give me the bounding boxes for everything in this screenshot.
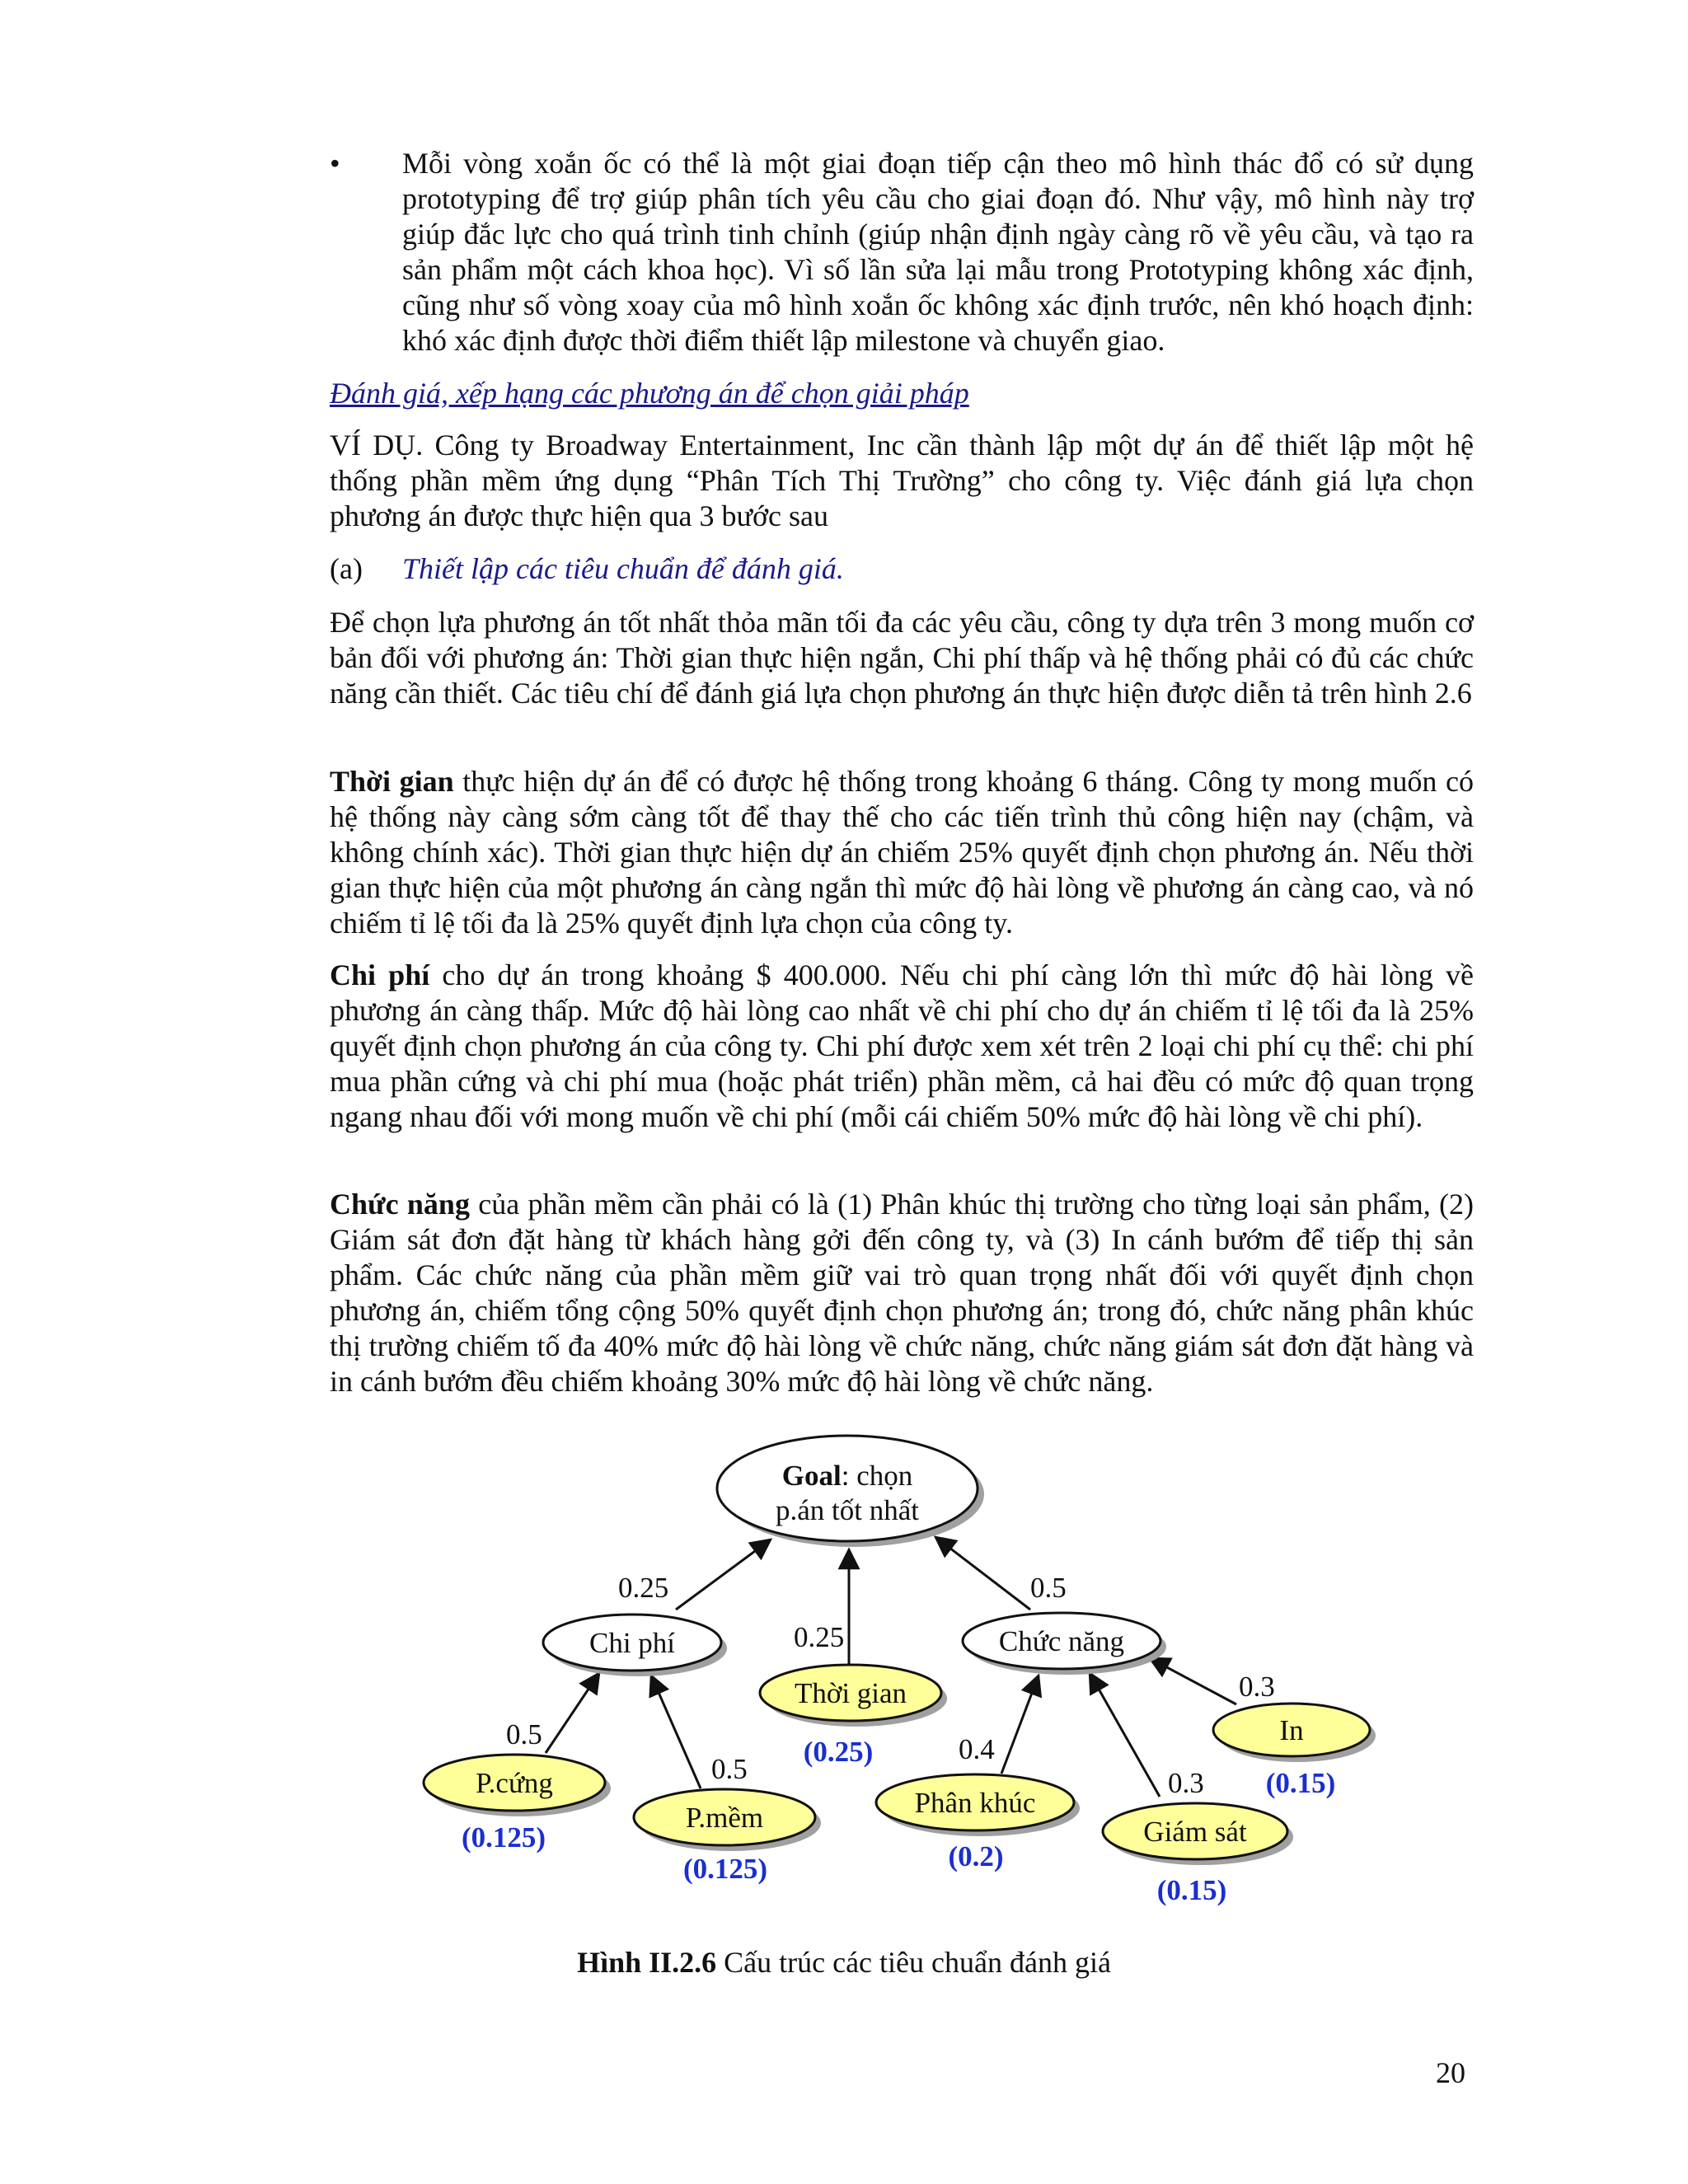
step-a-text: Thiết lập các tiêu chuẩn để đánh giá.	[402, 552, 844, 585]
cost-body: cho dự án trong khoảng $ 400.000. Nếu chi phí càng lớn thì mức độ hài lòng về phương án càng thấp. Mức độ hài lòng cao nhất về chi phí cho dự án chiếm tỉ lệ tối đa là 25% quyết định chọn phương án của công ty. Chi phí được xem xét trên 2 loại chi phí cụ thể: chi phí mua phần cứng và chi phí mua (hoặc phát triển) phần mềm, cả hai đều có mức độ quan trọng ngang nhau đối với mong muốn về chi phí (mỗi cái chiếm 50% mức độ hài lòng về chi phí).	[330, 958, 1474, 1133]
bullet-icon: •	[330, 147, 340, 180]
node-chi-phi	[543, 1615, 727, 1676]
weight-chi-phi: 0.25	[618, 1572, 669, 1604]
node-giam-sat-label: Giám sát	[1143, 1816, 1247, 1848]
node-chuc-nang	[963, 1613, 1166, 1675]
time-body: thực hiện dự án để có được hệ thống trong khoảng 6 tháng. Công ty mong muốn có hệ thống này càng sớm càng tốt để thay thế cho các tiến trình thủ công hiện nay (chậm, và không chính xác). Thời gian thực hiện dự án chiếm 25% quyết định chọn phương án. Nếu thời gian thực hiện của một phương án càng ngắn thì mức độ hài lòng về phương án càng cao, và nó chiếm tỉ lệ tối đa là 25% quyết định lựa chọn của công ty.	[330, 765, 1474, 940]
weight-thoi-gian: 0.25	[794, 1621, 845, 1653]
edge-in-chucnang	[1150, 1658, 1236, 1704]
function-body: của phần mềm cần phải có là (1) Phân khúc thị trường cho từng loại sản phẩm, (2) Giám sát đơn đặt hàng từ khách hàng gởi đến công ty, và (3) In cánh bướm để tiếp thị sản phẩm. Các chức năng của phần mềm giữ vai trò quan trọng nhất đối với quyết định chọn phương án, chiếm tổng cộng 50% quyết định chọn phương án; trong đó, chức năng phân khúc thị trường chiếm tố đa 40% mức độ hài lòng về chức năng, chức năng giám sát đơn đặt hàng và in cánh bướm đều chiếm khoảng 30% mức độ hài lòng về chức năng.	[330, 1188, 1474, 1398]
score-thoi-gian: (0.25)	[803, 1736, 874, 1768]
node-giam-sat	[1103, 1803, 1293, 1865]
step-a-label: (a)	[330, 552, 363, 585]
score-phan-khuc: (0.2)	[948, 1840, 1004, 1872]
edge-chucnang-goal	[935, 1537, 1030, 1610]
node-p-mem	[634, 1789, 821, 1851]
node-thoi-gian-label: Thời gian	[794, 1677, 907, 1709]
criteria-intro-paragraph: Để chọn lựa phương án tốt nhất thỏa mãn tối đa các yêu cầu, công ty dựa trên 3 mong muốn cơ bản đối với phương án: Thời gian thực hiện ngắn, Chi phí thấp và hệ thống phải có đủ các chức năng cần thiết. Các tiêu chí để đánh giá lựa chọn phương án thực hiện được diễn tả trên hình 2.6	[330, 606, 1474, 710]
score-in: (0.15)	[1265, 1767, 1336, 1799]
weight-giam-sat: 0.3	[1168, 1767, 1204, 1799]
section-heading-link[interactable]: Đánh giá, xếp hạng các phương án để chọn giải pháp	[330, 377, 969, 410]
edge-phankhuc-chucnang	[1001, 1675, 1039, 1774]
node-thoi-gian	[760, 1665, 947, 1727]
edge-pmem-chiphi	[651, 1675, 701, 1788]
node-chi-phi-label: Chi phí	[588, 1627, 676, 1659]
node-p-mem-label: P.mềm	[685, 1802, 764, 1834]
node-chuc-nang-label: Chức năng	[998, 1625, 1125, 1657]
goal-node	[717, 1436, 984, 1547]
figure-caption-number: Hình II.2.6	[577, 1946, 717, 1979]
goal-label-line1: Goal: chọn	[781, 1460, 913, 1492]
node-in-label: In	[1279, 1714, 1304, 1746]
goal-label-line2: p.án tốt nhất	[776, 1494, 919, 1526]
node-phan-khuc	[876, 1774, 1080, 1836]
cost-term: Chi phí	[330, 958, 430, 991]
page-number: 20	[1436, 2056, 1465, 2089]
score-p-mem: (0.125)	[682, 1853, 768, 1885]
node-p-cung	[424, 1755, 611, 1816]
example-paragraph: VÍ DỤ. Công ty Broadway Entertainment, Inc cần thành lập một dự án để thiết lập một hệ thống phần mềm ứng dụng “Phân Tích Thị Trường” cho công ty. Việc đánh giá lựa chọn phương án được thực hiện qua 3 bước sau	[330, 429, 1474, 532]
edge-chiphi-goal	[676, 1540, 771, 1610]
figure-caption	[0, 1945, 1688, 1980]
time-term: Thời gian	[330, 765, 454, 798]
score-p-cung: (0.125)	[461, 1821, 546, 1854]
weight-p-mem: 0.5	[711, 1753, 748, 1785]
weight-p-cung: 0.5	[506, 1718, 542, 1750]
node-in	[1213, 1704, 1376, 1762]
edge-pcung-chiphi	[546, 1673, 599, 1753]
weight-chuc-nang: 0.5	[1030, 1572, 1067, 1604]
figure-caption-text: Cấu trúc các tiêu chuẩn đánh giá	[716, 1946, 1111, 1979]
edge-giamsat-chucnang	[1090, 1673, 1160, 1797]
score-giam-sat: (0.15)	[1156, 1874, 1227, 1906]
node-p-cung-label: P.cứng	[476, 1767, 553, 1799]
weight-phan-khuc: 0.4	[959, 1733, 995, 1765]
weight-in: 0.3	[1239, 1671, 1275, 1703]
node-phan-khuc-label: Phân khúc	[914, 1787, 1036, 1819]
bullet-text: Mỗi vòng xoắn ốc có thể là một giai đoạn tiếp cận theo mô hình thác đổ có sử dụng prototyping để trợ giúp phân tích yêu cầu cho giai đoạn đó. Như vậy, mô hình này trợ giúp đắc lực cho quá trình tinh chỉnh (giúp nhận định ngày càng rõ về yêu cầu, và tạo ra sản phẩm một cách khoa học). Vì số lần sửa lại mẫu trong Prototyping không xác định, cũng như số vòng xoay của mô hình xoắn ốc không xác định trước, nên khó hoạch định: khó xác định được thời điểm thiết lập milestone và chuyển giao.	[402, 147, 1474, 357]
function-term: Chức năng	[330, 1188, 470, 1221]
